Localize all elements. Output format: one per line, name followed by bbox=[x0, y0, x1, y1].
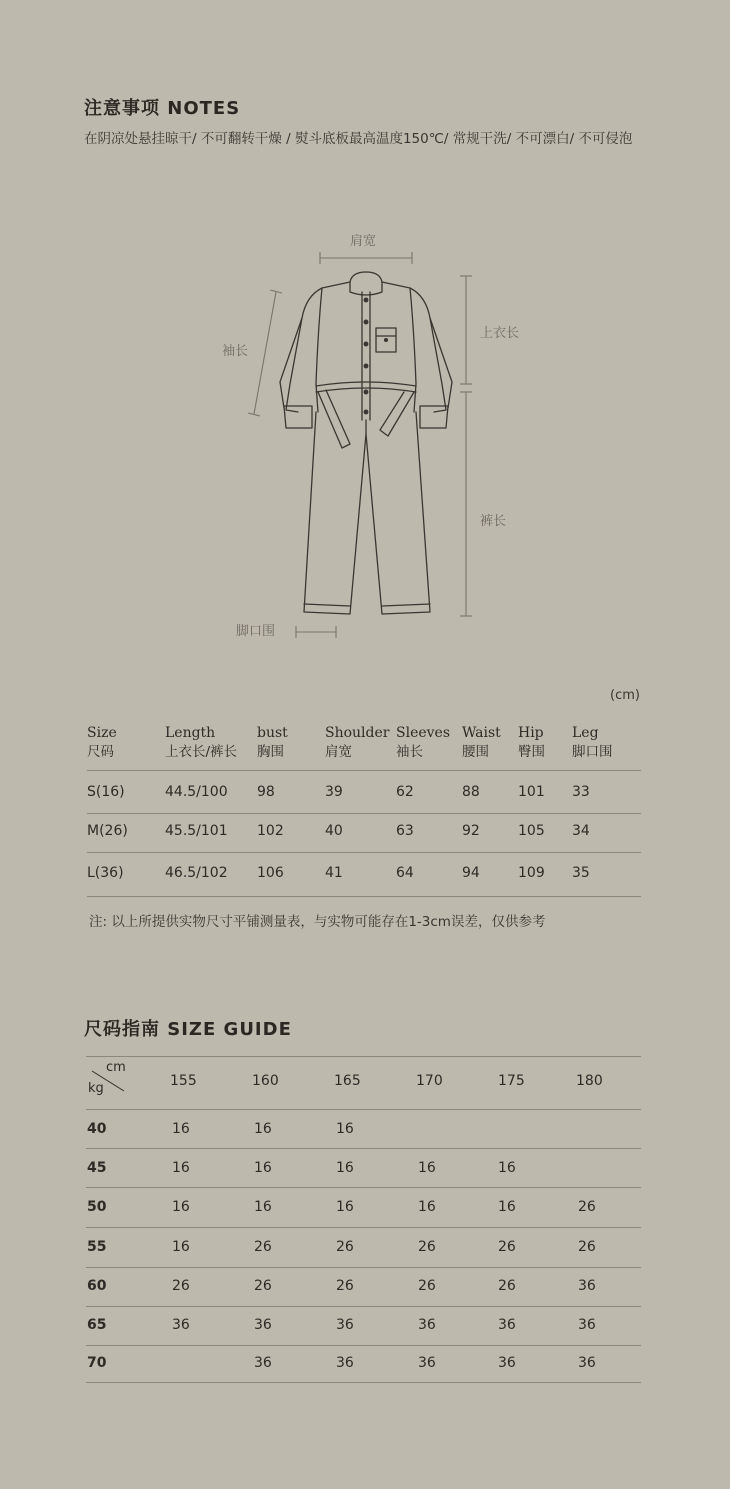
size-row-s: S(16) 44.5/100 98 39 62 88 101 33 bbox=[87, 771, 641, 814]
header-sleeves: Sleeves 袖长 bbox=[396, 725, 451, 760]
care-instructions: 在阴凉处悬挂晾干/ 不可翻转干燥 / 熨斗底板最高温度150℃/ 常规干洗/ 不可漂白/ 不可侵泡 bbox=[84, 131, 633, 147]
size-guide-row: 70 36 36 36 36 36 bbox=[86, 1346, 641, 1383]
corner-cm: cm bbox=[106, 1060, 126, 1075]
header-length: Length 上衣长/裤长 bbox=[165, 725, 238, 760]
shoulder-label: 肩宽 bbox=[350, 234, 377, 249]
header-waist: Waist 腰围 bbox=[462, 725, 501, 760]
height-col: 175 bbox=[498, 1073, 525, 1089]
unit-label: (cm) bbox=[610, 688, 640, 703]
top-length-label: 上衣长 bbox=[480, 326, 520, 341]
size-guide-row: 55 16 26 26 26 26 26 bbox=[86, 1228, 641, 1268]
size-guide-row: 50 16 16 16 16 16 26 bbox=[86, 1188, 641, 1228]
notes-title: 注意事项 NOTES bbox=[84, 98, 241, 119]
header-leg: Leg 脚口围 bbox=[572, 725, 613, 760]
jumpsuit-illustration bbox=[0, 210, 730, 650]
measurement-note: 注: 以上所提供实物尺寸平铺测量表，与实物可能存在1-3cm误差，仅供参考 bbox=[89, 914, 546, 930]
header-bust: bust 胸围 bbox=[257, 725, 288, 760]
height-col: 165 bbox=[334, 1073, 361, 1089]
size-row-m: M(26) 45.5/101 102 40 63 92 105 34 bbox=[87, 814, 641, 853]
sleeve-label: 袖长 bbox=[222, 344, 249, 359]
leg-opening-label: 脚口围 bbox=[236, 624, 276, 639]
size-guide-header-row bbox=[86, 1057, 641, 1110]
height-col: 180 bbox=[576, 1073, 603, 1089]
size-row-l: L(36) 46.5/102 106 41 64 94 109 35 bbox=[87, 853, 641, 897]
height-col: 160 bbox=[252, 1073, 279, 1089]
header-hip: Hip 臀围 bbox=[518, 725, 545, 760]
size-guide-table bbox=[86, 1056, 641, 1383]
corner-kg: kg bbox=[88, 1081, 104, 1096]
header-shoulder: Shoulder 肩宽 bbox=[325, 725, 390, 760]
height-col: 170 bbox=[416, 1073, 443, 1089]
height-col: 155 bbox=[170, 1073, 197, 1089]
size-guide-row: 40 16 16 16 bbox=[86, 1110, 641, 1149]
size-guide-title: 尺码指南 SIZE GUIDE bbox=[84, 1019, 292, 1040]
size-guide-row: 45 16 16 16 16 16 bbox=[86, 1149, 641, 1188]
jumpsuit-measurement-diagram bbox=[0, 210, 730, 650]
size-guide-row: 65 36 36 36 36 36 36 bbox=[86, 1307, 641, 1346]
pants-length-label: 裤长 bbox=[480, 514, 507, 529]
size-guide-row: 60 26 26 26 26 26 36 bbox=[86, 1268, 641, 1307]
size-table-header bbox=[87, 724, 641, 771]
header-size: Size 尺码 bbox=[87, 725, 117, 760]
corner-cell bbox=[86, 1057, 126, 1109]
